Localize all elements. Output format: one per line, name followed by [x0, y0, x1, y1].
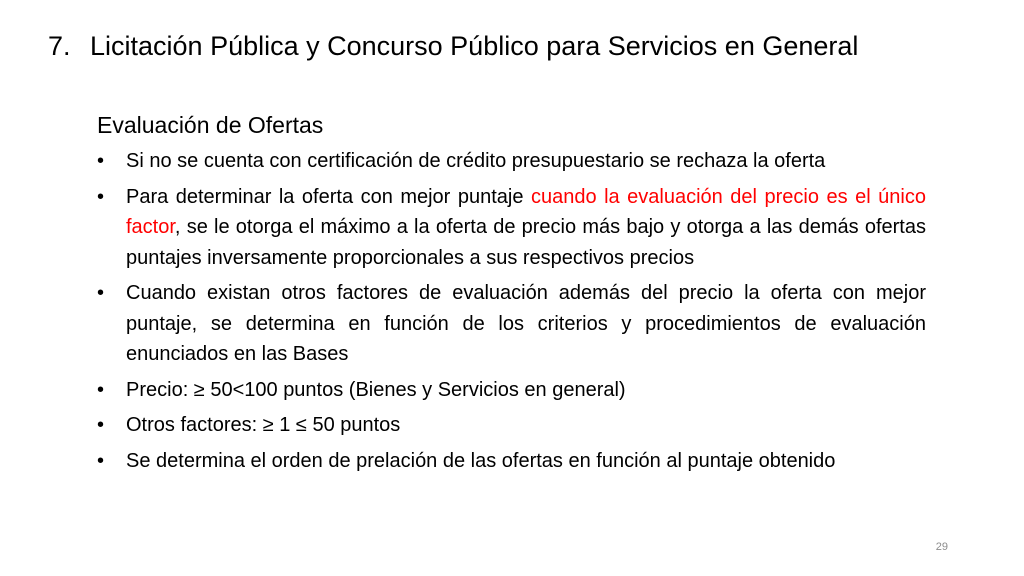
slide-title: [48, 28, 948, 64]
title-number: 7.: [48, 31, 71, 61]
bullet-text-start: Para determinar la oferta con mejor puntaje: [126, 185, 531, 208]
bullet-text: Precio: ≥ 50<100 puntos (Bienes y Servicios en general): [126, 378, 626, 401]
bullet-item: [97, 446, 926, 477]
bullet-marker: •: [97, 378, 105, 401]
section-subtitle: Evaluación de Ofertas: [97, 112, 324, 138]
bullet-text: Se determina el orden de prelación de las ofertas en función al puntaje obtenido: [126, 449, 836, 472]
bullet-text: Si no se cuenta con certificación de crédito presupuestario se rechaza la oferta: [126, 150, 826, 172]
bullet-text: Cuando existan otros factores de evaluación además del precio la oferta con mejor puntaje, se determina en función de los criterios y procedimientos de evaluación enunciados en las Bases: [126, 282, 926, 365]
bullet-list: [97, 146, 926, 481]
bullet-marker: •: [97, 449, 105, 472]
bullet-marker: •: [97, 185, 105, 208]
bullet-text: Otros factores: ≥ 1 ≤ 50 puntos: [126, 414, 401, 436]
bullet-marker: •: [97, 414, 105, 436]
bullet-item: [97, 278, 926, 370]
bullet-marker: •: [97, 150, 105, 172]
bullet-text-end: , se le otorga el máximo a la oferta de precio más bajo y otorga a las demás ofertas puntajes inversamente proporcionales a sus respectivos precios: [126, 216, 926, 269]
bullet-marker: •: [97, 282, 105, 304]
bullet-item: [97, 146, 926, 177]
bullet-highlight-text: cuando la evaluación del precio es el único factor: [126, 185, 926, 238]
bullet-item: [97, 410, 926, 441]
title-text: Licitación Pública y Concurso Público para Servicios en General: [90, 31, 859, 61]
bullet-item: [97, 182, 926, 274]
bullet-item: [97, 375, 926, 406]
page-number: 29: [935, 541, 948, 553]
